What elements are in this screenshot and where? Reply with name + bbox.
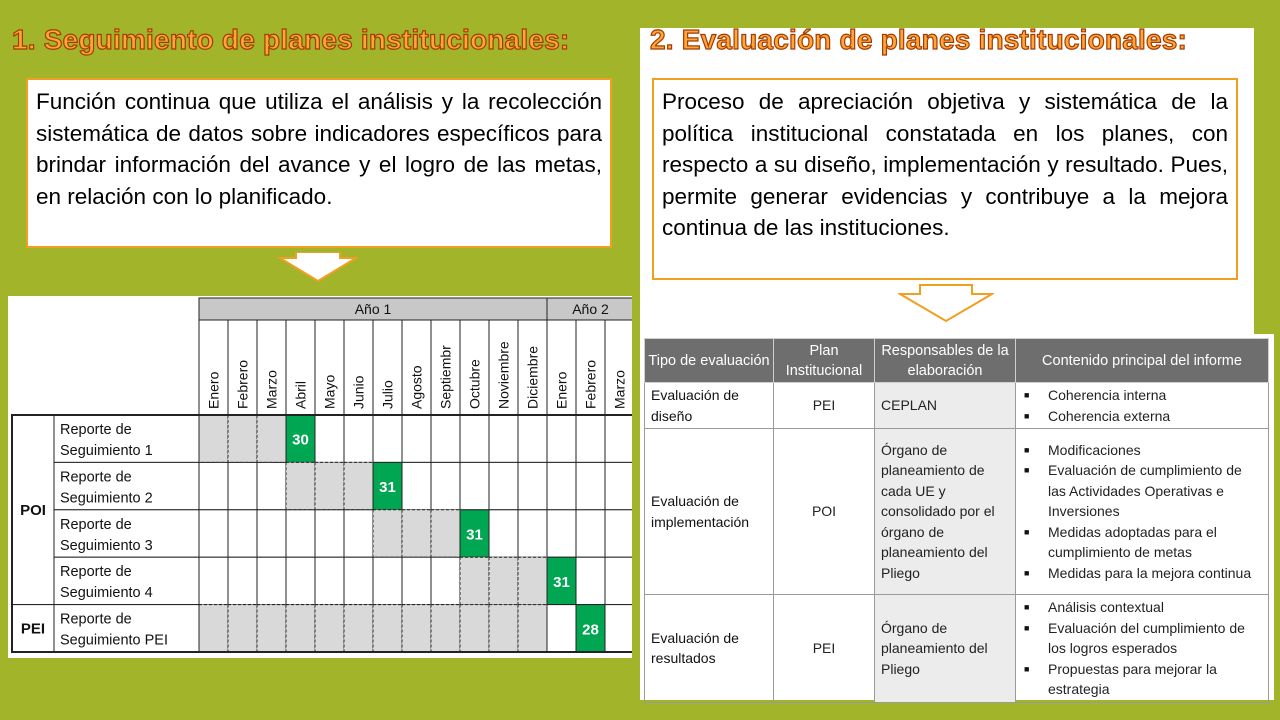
schedule-cell [402,605,431,652]
schedule-cell [344,462,373,509]
schedule-cell [489,415,518,462]
row-label-line1: Reporte de [60,611,132,628]
tipo-cell: Evaluación de resultados [645,595,774,703]
list-item: ■ Propuestas para mejorar la estrategia [1022,659,1262,700]
list-item: ■ Evaluación de cumplimiento de las Actividades Operativas e Inversiones [1022,460,1262,522]
down-arrow-icon [898,284,994,322]
deadline-day-label: 30 [292,431,309,449]
contenido-cell [1016,383,1269,429]
schedule-cell [315,605,344,652]
month-label: Abril [292,380,309,409]
month-label: Febrero [234,359,251,409]
schedule-cell [199,510,228,557]
schedule-cell [605,415,632,462]
schedule-cell [402,415,431,462]
schedule-cell [460,462,489,509]
month-label: Enero [553,371,570,409]
month-label: Marzo [263,370,280,409]
table-row [645,383,1269,429]
schedule-cell [431,605,460,652]
row-label-line1: Reporte de [60,422,132,438]
schedule-cell [344,510,373,557]
schedule-cell [228,557,257,604]
schedule-cell [547,510,576,557]
schedule-cell [373,557,402,604]
schedule-cell [605,557,632,604]
schedule-cell [286,557,315,604]
row-label-line1: Reporte de [60,469,132,486]
plan-cell: PEI [774,383,875,429]
schedule-cell [576,415,605,462]
definition-seguimiento: Función continua que utiliza el análisis y la recolección sistemática de datos sobre indicadores específicos para brindar información del avance y el logro de las metas, en relación con lo planificado. [26,78,612,248]
tipo-cell: Evaluación de implementación [645,429,774,595]
header-plan: Plan Institucional [774,339,875,383]
month-label: Septiembr [437,345,454,409]
definition-evaluacion: Proceso de apreciación objetiva y sistemática de la política institucional constatada en los planes, con respecto a su diseño, implementación y resultado. Pues, permite generar evidencias y contribuye a la mejora continua de las instituciones. [652,78,1238,280]
schedule-cell [402,510,431,557]
plan-cell: POI [774,429,875,595]
schedule-cell [431,510,460,557]
deadline-day-label: 31 [466,526,483,544]
header-responsables: Responsables de la elaboración [875,339,1016,383]
schedule-cell [605,462,632,509]
schedule-cell [315,510,344,557]
schedule-cell [489,510,518,557]
schedule-cell [373,510,402,557]
list-item: ■ Medidas adoptadas para el cumplimiento de metas [1022,522,1262,563]
seguimiento-schedule-table [8,296,632,658]
schedule-cell [315,462,344,509]
row-label-line2: Seguimiento 4 [60,585,153,602]
schedule-cell [431,462,460,509]
month-label: Octubre [466,359,483,409]
row-label-line2: Seguimiento 2 [60,490,153,507]
list-item: ■ Medidas para la mejora continua [1022,563,1262,584]
deadline-day-label: 28 [582,621,599,639]
month-label: Agosto [408,365,425,409]
schedule-cell [605,510,632,557]
schedule-cell [431,557,460,604]
contenido-cell [1016,429,1269,595]
schedule-cell [257,605,286,652]
schedule-cell [286,605,315,652]
schedule-cell [199,415,228,462]
section-title-seguimiento: 1. Seguimiento de planes institucionales: [12,24,570,55]
schedule-cell [518,605,547,652]
year-header-label: Año 1 [354,301,392,317]
list-item: ■ Modificaciones [1022,440,1262,461]
month-label: Marzo [611,370,628,409]
schedule-cell [489,462,518,509]
evaluation-table-header [645,339,1269,383]
schedule-cell [257,462,286,509]
schedule-cell [605,605,632,652]
responsables-cell: Órgano de planeamiento de cada UE y consolidado por el órgano de planeamiento del Pliego [875,429,1016,595]
header-contenido: Contenido principal del informe [1016,339,1269,383]
schedule-cell [228,510,257,557]
schedule-cell [286,510,315,557]
schedule-cell [431,415,460,462]
schedule-cell [257,557,286,604]
schedule-cell [373,605,402,652]
schedule-cell [286,462,315,509]
schedule-cell [460,415,489,462]
month-label: Junio [350,375,367,409]
schedule-grid [8,296,632,658]
contenido-cell [1016,595,1269,703]
schedule-cell [518,415,547,462]
row-label-line2: Seguimiento 3 [60,537,153,554]
tipo-cell: Evaluación de diseño [645,383,774,429]
schedule-cell [518,462,547,509]
row-label-line1: Reporte de [60,516,132,533]
schedule-cell [576,557,605,604]
group-label: POI [20,501,46,519]
responsables-cell: CEPLAN [875,383,1016,429]
header-tipo: Tipo de evaluación [645,339,774,383]
row-label-line2: Seguimiento 1 [60,443,153,459]
list-item: ■ Coherencia interna [1022,385,1262,406]
schedule-cell [315,415,344,462]
month-label: Diciembre [524,345,541,409]
table-row [645,429,1269,595]
schedule-cell [228,605,257,652]
month-label: Julio [379,380,396,409]
schedule-cell [199,557,228,604]
year-header-label: Año 2 [572,301,609,317]
schedule-cell [489,605,518,652]
section-title-evaluacion: 2. Evaluación de planes institucionales: [650,24,1188,55]
schedule-cell [228,415,257,462]
schedule-cell [460,605,489,652]
schedule-cell [199,462,228,509]
schedule-cell [402,462,431,509]
schedule-cell [199,605,228,652]
schedule-cell [576,510,605,557]
list-item: ■ Análisis contextual [1022,597,1262,618]
deadline-day-label: 31 [553,573,570,591]
row-label-line1: Reporte de [60,564,132,581]
right-bottom-border [640,700,1280,720]
list-item: ■ Evaluación del cumplimiento de los logros esperados [1022,618,1262,659]
schedule-cell [460,557,489,604]
evaluation-table-container [640,334,1274,700]
deadline-day-label: 31 [379,479,396,497]
month-label: Enero [205,371,222,409]
schedule-cell [315,557,344,604]
schedule-cell [402,557,431,604]
schedule-cell [518,510,547,557]
schedule-cell [257,510,286,557]
list-item: ■ Coherencia externa [1022,406,1262,427]
schedule-cell [344,415,373,462]
schedule-cell [576,462,605,509]
responsables-cell: Órgano de planeamiento del Pliego [875,595,1016,703]
schedule-cell [257,415,286,462]
schedule-cell [344,557,373,604]
month-label: Febrero [582,359,599,409]
group-label: PEI [20,620,46,638]
plan-cell: PEI [774,595,875,703]
schedule-cell [373,415,402,462]
schedule-cell [518,557,547,604]
schedule-cell [228,462,257,509]
evaluation-table [644,338,1269,703]
schedule-cell [547,605,576,652]
schedule-cell [489,557,518,604]
schedule-cell [344,605,373,652]
month-label: Mayo [321,374,338,409]
schedule-cell [547,415,576,462]
month-label: Noviembre [495,341,512,409]
table-row [645,595,1269,703]
row-label-line2: Seguimiento PEI [60,632,169,649]
schedule-cell [547,462,576,509]
down-arrow-icon [278,252,358,282]
